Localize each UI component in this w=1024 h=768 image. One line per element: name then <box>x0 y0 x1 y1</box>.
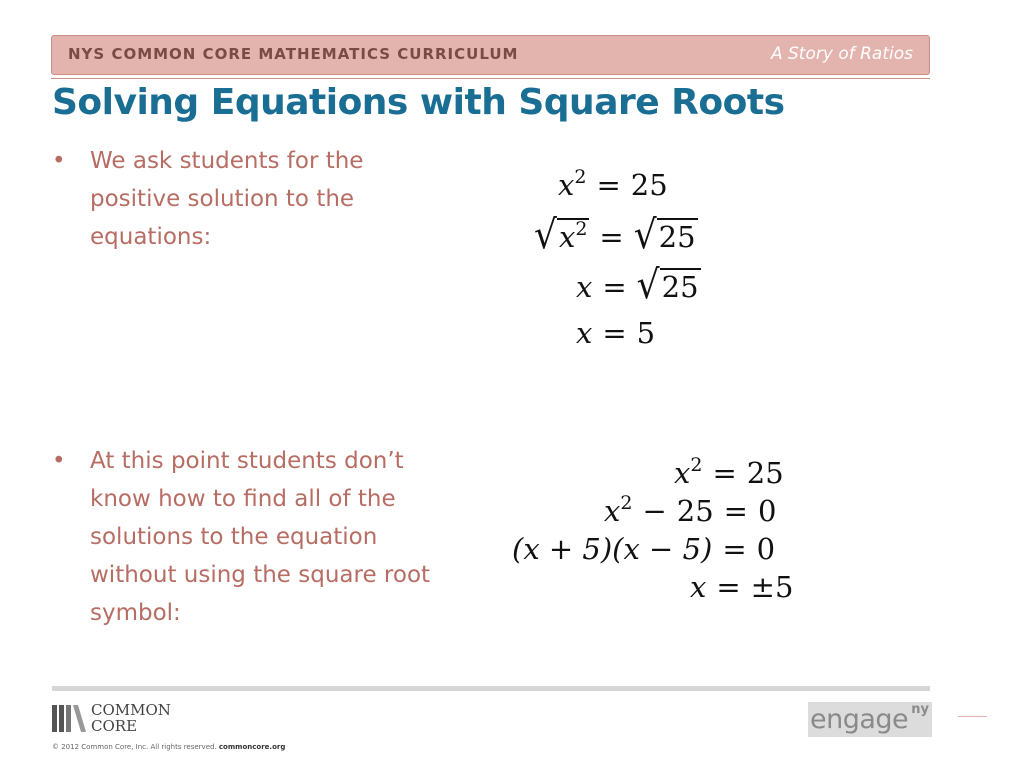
bullet-marker: • <box>52 448 66 474</box>
header-divider <box>51 78 930 79</box>
story-title: A Story of Ratios <box>770 44 913 64</box>
sqrt-symbol: √ 25 <box>636 262 699 308</box>
equation-line: x = √ 25 <box>576 262 699 308</box>
bullet-text: At this point students don’t know how to find all of the solutions to the equation without using the square root symbol: <box>90 448 431 626</box>
bullet-marker: • <box>52 148 66 174</box>
common-core-wordmark: COMMON CORE <box>91 701 171 735</box>
footer-divider <box>52 686 930 691</box>
equation-line: x 2 = 25 <box>674 454 784 490</box>
equation-block-positive <box>520 160 740 360</box>
sqrt-symbol: √ $x^2$ <box>534 212 588 258</box>
equation-line: √ $x^2$ = √ 25 <box>534 212 696 258</box>
copyright: © 2012 Common Core, Inc. All rights reserved. commoncore.org <box>52 743 286 751</box>
equation-line: x = 5 <box>576 316 656 350</box>
engageny-logo: engage ny <box>808 702 932 737</box>
equation-block-factoring <box>510 450 810 610</box>
slide-title: Solving Equations with Square Roots <box>52 82 785 123</box>
equation-line: x 2 = 25 <box>558 166 668 202</box>
header-bar <box>51 35 930 75</box>
bullet-text: We ask students for the positive solution to the equations: <box>90 148 364 250</box>
common-core-logo-icon <box>52 705 86 732</box>
equation-line: (x + 5)(x − 5) = 0 <box>512 532 776 566</box>
curriculum-title: NYS COMMON CORE MATHEMATICS CURRICULUM <box>68 45 519 63</box>
sqrt-symbol: √ 25 <box>633 212 696 258</box>
bullet-item <box>52 442 452 642</box>
equation-line: x 2 − 25 = 0 <box>604 492 777 528</box>
side-accent-line <box>958 716 987 717</box>
bullet-item <box>52 142 452 262</box>
commoncore-link[interactable]: commoncore.org <box>218 743 286 751</box>
equation-line: x = ± 5 <box>690 570 794 604</box>
